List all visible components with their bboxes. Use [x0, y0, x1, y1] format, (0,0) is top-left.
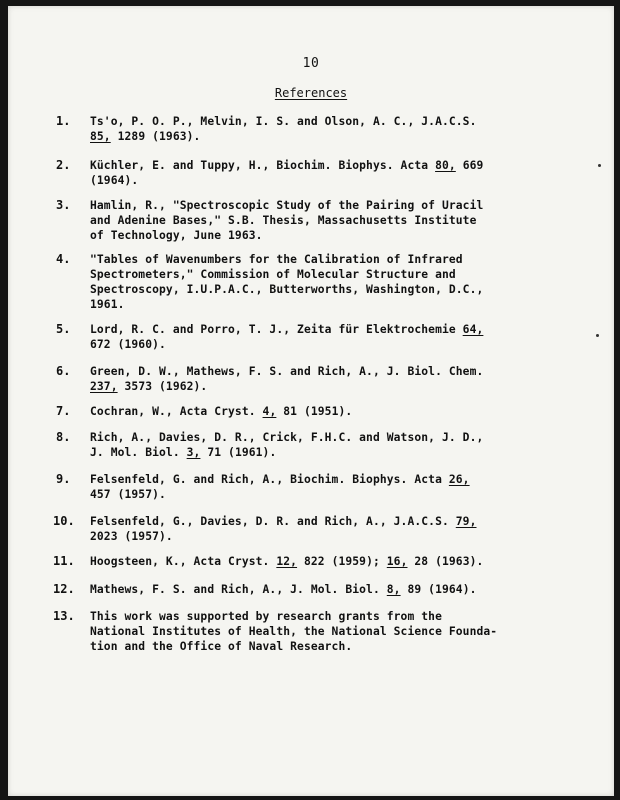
document-page	[8, 6, 614, 796]
reference-line: 457 (1957).	[90, 488, 166, 501]
reference-line: National Institutes of Health, the National Science Founda-	[90, 625, 498, 638]
volume-number: 85,	[90, 130, 111, 143]
volume-number: 12,	[276, 555, 298, 568]
scan-speck	[596, 334, 599, 337]
reference-number: 10.	[53, 514, 75, 528]
reference-line	[90, 582, 550, 597]
volume-number: 8,	[386, 583, 401, 596]
reference-line-segment: 89 (1964).	[400, 583, 477, 596]
reference-line	[90, 404, 550, 419]
reference-text	[90, 472, 550, 502]
volume-number: 79,	[455, 515, 477, 528]
volume-number: 26,	[448, 473, 470, 486]
reference-number: 3.	[56, 198, 71, 212]
reference-line: Spectrometers," Commission of Molecular Structure and	[90, 268, 456, 281]
reference-text	[90, 322, 550, 352]
reference-line	[90, 379, 550, 394]
reference-text	[90, 554, 550, 569]
reference-line-segment: Cochran, W., Acta Cryst.	[90, 405, 263, 418]
reference-line-segment: 669	[455, 159, 484, 172]
reference-number: 11.	[53, 554, 75, 568]
volume-number: 237,	[90, 380, 118, 393]
reference-line-segment: J. Mol. Biol.	[90, 446, 187, 459]
reference-number: 5.	[56, 322, 71, 336]
page-number: 10	[302, 56, 320, 71]
reference-line: This work was supported by research grants from the	[90, 610, 442, 623]
reference-number: 1.	[56, 114, 71, 128]
reference-line: 2023 (1957).	[90, 530, 173, 543]
reference-line: Ts'o, P. O. P., Melvin, I. S. and Olson, A. C., J.A.C.S.	[90, 115, 477, 128]
reference-line	[90, 158, 550, 173]
reference-line: Hamlin, R., "Spectroscopic Study of the Pairing of Uracil	[90, 199, 484, 212]
reference-line-segment: Felsenfeld, G. and Rich, A., Biochim. Biophys. Acta	[90, 473, 449, 486]
reference-text	[90, 364, 550, 394]
reference-line: Rich, A., Davies, D. R., Crick, F.H.C. and Watson, J. D.,	[90, 431, 484, 444]
volume-number: 16,	[386, 555, 408, 568]
reference-line-segment: Mathews, F. S. and Rich, A., J. Mol. Biol.	[90, 583, 387, 596]
reference-line: Spectroscopy, I.U.P.A.C., Butterworths, Washington, D.C.,	[90, 283, 484, 296]
volume-number: 3,	[186, 446, 201, 459]
scan-speck	[598, 164, 601, 167]
reference-number: 8.	[56, 430, 71, 444]
reference-line	[90, 322, 550, 337]
reference-line-segment: Lord, R. C. and Porro, T. J., Zeita für Elektrochemie	[90, 323, 463, 336]
reference-line-segment: 822 (1959);	[297, 555, 387, 568]
reference-text	[90, 609, 550, 654]
reference-text	[90, 114, 550, 144]
reference-number: 6.	[56, 364, 71, 378]
reference-text	[90, 582, 550, 597]
reference-number: 13.	[53, 609, 75, 623]
reference-number: 4.	[56, 252, 71, 266]
reference-number: 9.	[56, 472, 71, 486]
reference-text	[90, 198, 550, 243]
reference-line: 672 (1960).	[90, 338, 166, 351]
reference-line-segment: Küchler, E. and Tuppy, H., Biochim. Biophys. Acta	[90, 159, 436, 172]
reference-line	[90, 554, 550, 569]
reference-line	[90, 472, 550, 487]
reference-line: of Technology, June 1963.	[90, 229, 263, 242]
reference-text	[90, 252, 550, 312]
reference-line-segment: 81 (1951).	[276, 405, 353, 418]
reference-line-segment: 28 (1963).	[407, 555, 484, 568]
reference-line	[90, 129, 550, 144]
reference-number: 7.	[56, 404, 71, 418]
reference-text	[90, 430, 550, 460]
reference-line	[90, 445, 550, 460]
reference-line: (1964).	[90, 174, 139, 187]
volume-number: 80,	[435, 159, 456, 172]
reference-line-segment: Hoogsteen, K., Acta Cryst.	[90, 555, 277, 568]
reference-text	[90, 404, 550, 419]
reference-line	[90, 514, 550, 529]
volume-number: 64,	[462, 323, 484, 336]
reference-number: 12.	[53, 582, 75, 596]
reference-line-segment: 3573 (1962).	[117, 380, 208, 393]
reference-line: "Tables of Wavenumbers for the Calibration of Infrared	[90, 253, 463, 266]
reference-number: 2.	[56, 158, 71, 172]
reference-line-segment: Felsenfeld, G., Davies, D. R. and Rich, A., J.A.C.S.	[90, 515, 456, 528]
reference-line: Green, D. W., Mathews, F. S. and Rich, A., J. Biol. Chem.	[90, 365, 484, 378]
volume-number: 4,	[262, 405, 277, 418]
references-heading: References	[274, 86, 348, 100]
reference-line-segment: 71 (1961).	[200, 446, 277, 459]
reference-text	[90, 158, 550, 188]
reference-line: and Adenine Bases," S.B. Thesis, Massachusetts Institute	[90, 214, 477, 227]
reference-line: 1961.	[90, 298, 125, 311]
reference-line-segment: 1289 (1963).	[110, 130, 201, 143]
reference-line: tion and the Office of Naval Research.	[90, 640, 353, 653]
reference-text	[90, 514, 550, 544]
